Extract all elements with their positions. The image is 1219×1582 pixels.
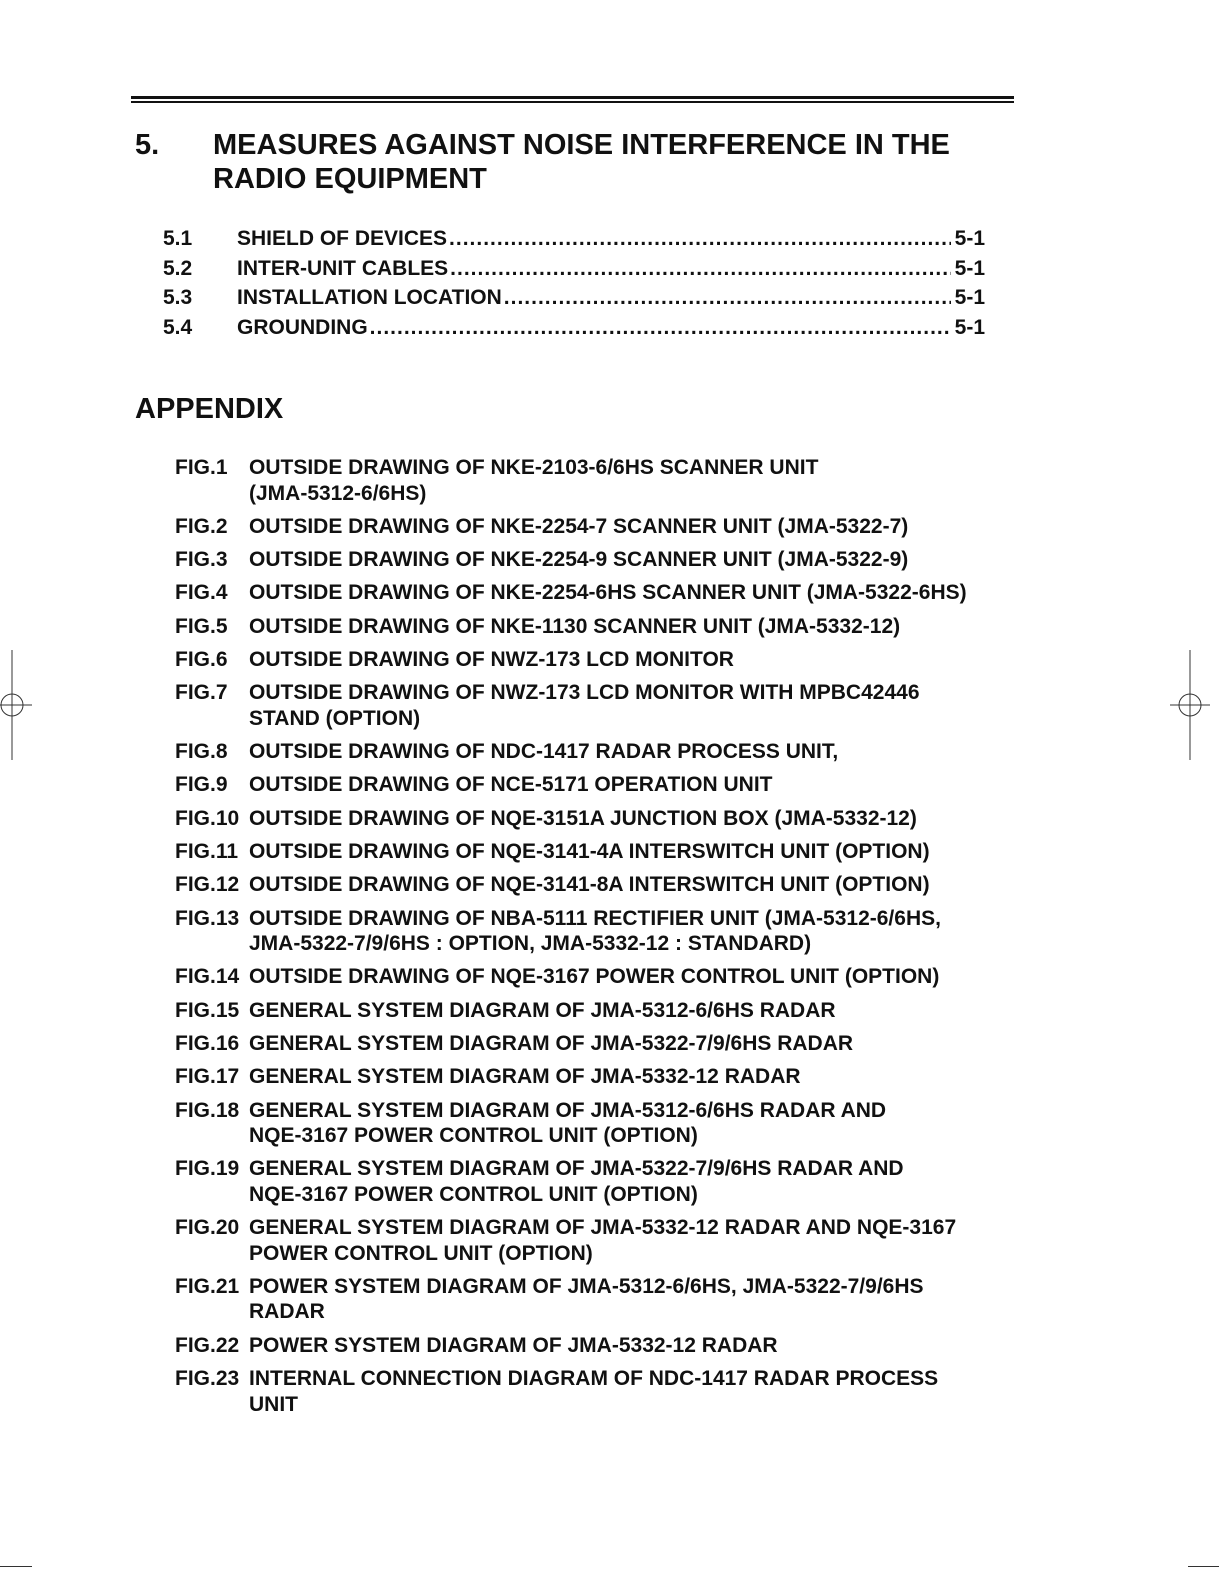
toc-entry-title: SHIELD OF DEVICES bbox=[237, 227, 448, 250]
header-rule-thin bbox=[131, 101, 1014, 103]
toc-entry[interactable] bbox=[163, 255, 985, 285]
figure-number: FIG.20 bbox=[175, 1216, 240, 1240]
toc-leader-dots bbox=[450, 255, 950, 283]
figure-title: POWER SYSTEM DIAGRAM OF JMA-5332-12 RADAR bbox=[249, 1333, 778, 1357]
toc-entry[interactable] bbox=[163, 225, 985, 255]
figure-title: OUTSIDE DRAWING OF NDC-1417 RADAR PROCESS UNIT, bbox=[249, 740, 839, 764]
registration-mark-icon bbox=[1170, 650, 1210, 760]
figure-number: FIG.7 bbox=[175, 681, 228, 705]
figure-entry[interactable] bbox=[175, 647, 1035, 673]
figure-number: FIG.21 bbox=[175, 1274, 240, 1298]
figure-title: OUTSIDE DRAWING OF NQE-3141-4A INTERSWITCH UNIT (OPTION) bbox=[249, 839, 930, 863]
toc-entry-title: INSTALLATION LOCATION bbox=[237, 286, 502, 309]
figure-number: FIG.1 bbox=[175, 456, 228, 479]
figure-number: FIG.15 bbox=[175, 998, 240, 1022]
figure-list bbox=[175, 455, 1035, 1425]
figure-title: GENERAL SYSTEM DIAGRAM OF JMA-5332-12 RADAR AND NQE-3167 POWER CONTROL UNIT (OPTION) bbox=[249, 1216, 957, 1265]
figure-number: FIG.16 bbox=[175, 1031, 240, 1055]
figure-number: FIG.22 bbox=[175, 1333, 240, 1357]
figure-number: FIG.4 bbox=[175, 581, 228, 605]
section-number: 5. bbox=[135, 129, 160, 161]
figure-entry[interactable] bbox=[175, 806, 1035, 832]
toc-entry[interactable] bbox=[163, 284, 985, 314]
figure-number: FIG.14 bbox=[175, 965, 240, 989]
toc-entry-page: 5-1 bbox=[954, 315, 985, 339]
figure-entry[interactable] bbox=[175, 1366, 1035, 1417]
figure-entry[interactable] bbox=[175, 906, 1035, 957]
toc-leader-dots bbox=[504, 284, 951, 312]
toc-entry-title: GROUNDING bbox=[237, 315, 368, 339]
figure-entry[interactable] bbox=[175, 1333, 1035, 1359]
figure-entry[interactable] bbox=[175, 1274, 1035, 1325]
toc-leader-dots bbox=[449, 225, 951, 253]
figure-entry[interactable] bbox=[175, 872, 1035, 898]
toc-entry-number: 5.4 bbox=[163, 315, 193, 339]
figure-title: POWER SYSTEM DIAGRAM OF JMA-5312-6/6HS, JMA-5322-7/9/6HS RADAR bbox=[249, 1274, 924, 1324]
figure-number: FIG.3 bbox=[175, 548, 228, 572]
figure-title: OUTSIDE DRAWING OF NQE-3141-8A INTERSWITCH UNIT (OPTION) bbox=[249, 873, 930, 897]
toc-entry[interactable] bbox=[163, 314, 985, 344]
toc-entry-title: INTER-UNIT CABLES bbox=[237, 256, 449, 280]
figure-title: OUTSIDE DRAWING OF NKE-2254-7 SCANNER UNIT (JMA-5322-7) bbox=[249, 514, 909, 538]
figure-title: OUTSIDE DRAWING OF NKE-2254-6HS SCANNER UNIT (JMA-5322-6HS) bbox=[249, 581, 967, 605]
toc-entry-page: 5-1 bbox=[954, 227, 985, 250]
figure-number: FIG.2 bbox=[175, 514, 228, 538]
figure-entry[interactable] bbox=[175, 839, 1035, 865]
figure-number: FIG.11 bbox=[175, 839, 239, 863]
figure-number: FIG.18 bbox=[175, 1098, 240, 1122]
figure-title: OUTSIDE DRAWING OF NCE-5171 OPERATION UNIT bbox=[249, 773, 773, 797]
figure-entry[interactable] bbox=[175, 580, 1035, 606]
table-of-contents bbox=[163, 225, 985, 343]
figure-entry[interactable] bbox=[175, 1215, 1035, 1266]
figure-entry[interactable] bbox=[175, 1031, 1035, 1057]
figure-title: OUTSIDE DRAWING OF NQE-3151A JUNCTION BOX (JMA-5332-12) bbox=[249, 806, 917, 830]
figure-entry[interactable] bbox=[175, 1064, 1035, 1090]
figure-entry[interactable] bbox=[175, 680, 1035, 731]
figure-entry[interactable] bbox=[175, 1156, 1035, 1207]
registration-mark-icon bbox=[0, 650, 32, 760]
figure-entry[interactable] bbox=[175, 514, 1035, 540]
crop-mark bbox=[0, 1566, 32, 1567]
figure-title: GENERAL SYSTEM DIAGRAM OF JMA-5322-7/9/6HS RADAR bbox=[249, 1031, 854, 1055]
figure-title: GENERAL SYSTEM DIAGRAM OF JMA-5332-12 RADAR bbox=[249, 1065, 801, 1089]
figure-title: OUTSIDE DRAWING OF NKE-1130 SCANNER UNIT (JMA-5332-12) bbox=[249, 614, 901, 638]
figure-number: FIG.8 bbox=[175, 740, 228, 764]
toc-entry-number: 5.1 bbox=[163, 227, 193, 250]
figure-entry[interactable] bbox=[175, 964, 1035, 990]
figure-entry[interactable] bbox=[175, 547, 1035, 573]
figure-number: FIG.5 bbox=[175, 614, 228, 638]
figure-number: FIG.12 bbox=[175, 873, 240, 897]
figure-entry[interactable] bbox=[175, 772, 1035, 798]
figure-number: FIG.10 bbox=[175, 806, 240, 830]
figure-title: OUTSIDE DRAWING OF NWZ-173 LCD MONITOR WITH MPBC42446 STAND (OPTION) bbox=[249, 681, 920, 730]
toc-entry-page: 5-1 bbox=[954, 286, 985, 309]
figure-number: FIG.13 bbox=[175, 906, 240, 930]
figure-title: GENERAL SYSTEM DIAGRAM OF JMA-5312-6/6HS RADAR AND NQE-3167 POWER CONTROL UNIT (OPTION) bbox=[249, 1098, 887, 1148]
figure-entry[interactable] bbox=[175, 455, 1035, 506]
figure-title: OUTSIDE DRAWING OF NWZ-173 LCD MONITOR bbox=[249, 647, 734, 671]
section-title-line: RADIO EQUIPMENT bbox=[213, 163, 487, 195]
figure-number: FIG.19 bbox=[175, 1157, 240, 1181]
header-rule-thick bbox=[131, 96, 1014, 99]
figure-title: INTERNAL CONNECTION DIAGRAM OF NDC-1417 RADAR PROCESS UNIT bbox=[249, 1367, 939, 1416]
toc-leader-dots bbox=[370, 314, 951, 342]
figure-number: FIG.17 bbox=[175, 1065, 240, 1089]
figure-entry[interactable] bbox=[175, 739, 1035, 765]
figure-entry[interactable] bbox=[175, 614, 1035, 640]
figure-number: FIG.6 bbox=[175, 647, 228, 671]
figure-entry[interactable] bbox=[175, 998, 1035, 1024]
appendix-heading: APPENDIX bbox=[135, 393, 284, 425]
section-title-line: MEASURES AGAINST NOISE INTERFERENCE IN THE bbox=[213, 129, 950, 161]
figure-title: GENERAL SYSTEM DIAGRAM OF JMA-5312-6/6HS RADAR bbox=[249, 998, 836, 1022]
toc-entry-page: 5-1 bbox=[954, 256, 985, 280]
figure-title: OUTSIDE DRAWING OF NBA-5111 RECTIFIER UNIT (JMA-5312-6/6HS, JMA-5322-7/9/6HS : OPTION, JMA-5332-12 : STANDARD) bbox=[249, 906, 941, 956]
figure-number: FIG.23 bbox=[175, 1367, 240, 1391]
toc-entry-number: 5.2 bbox=[163, 256, 193, 280]
figure-entry[interactable] bbox=[175, 1098, 1035, 1149]
figure-title: OUTSIDE DRAWING OF NQE-3167 POWER CONTROL UNIT (OPTION) bbox=[249, 965, 940, 989]
figure-title: OUTSIDE DRAWING OF NKE-2254-9 SCANNER UNIT (JMA-5322-9) bbox=[249, 548, 909, 572]
figure-number: FIG.9 bbox=[175, 773, 228, 797]
toc-entry-number: 5.3 bbox=[163, 286, 193, 309]
figure-title: GENERAL SYSTEM DIAGRAM OF JMA-5322-7/9/6HS RADAR AND NQE-3167 POWER CONTROL UNIT (OPTION) bbox=[249, 1157, 904, 1206]
figure-title: OUTSIDE DRAWING OF NKE-2103-6/6HS SCANNER UNIT (JMA-5312-6/6HS) bbox=[249, 456, 819, 505]
crop-mark bbox=[1188, 1566, 1219, 1567]
